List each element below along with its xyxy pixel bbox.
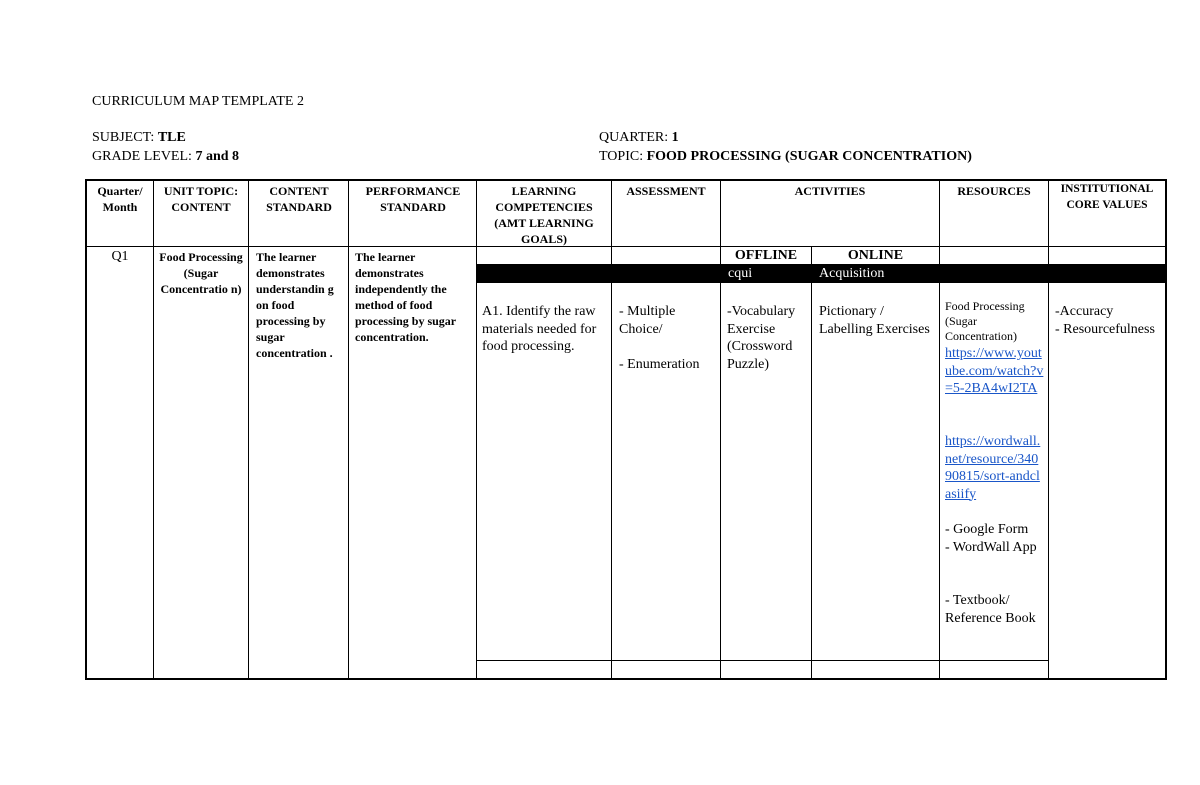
topic-value: FOOD PROCESSING (SUGAR CONCENTRATION): [646, 149, 972, 164]
subrow-divider: [476, 660, 1048, 661]
header-core-values: INSTITUTIONAL CORE VALUES: [1060, 183, 1154, 211]
subject-line: [92, 128, 186, 147]
row-activity-online: Pictionary / Labelling Exercises: [819, 304, 930, 337]
col-divider: [611, 179, 612, 680]
row-activity-offline: -Vocabulary Exercise (Crossword Puzzle): [727, 304, 796, 372]
topic-line: [599, 147, 972, 166]
header-unit-topic: UNIT TOPIC: CONTENT: [163, 184, 239, 214]
col-divider: [476, 179, 477, 680]
resource-link-wordwall[interactable]: [945, 433, 1045, 503]
header-performance-standard: PERFORMANCE STANDARD: [365, 184, 461, 214]
grade-label: GRADE LEVEL:: [92, 149, 196, 164]
col-divider: [1048, 179, 1049, 680]
header-activities: ACTIVITIES: [794, 184, 866, 198]
quarter-line: [599, 128, 679, 147]
grade-line: [92, 147, 239, 166]
grade-value: 7 and 8: [195, 149, 240, 164]
subject-label: SUBJECT:: [92, 130, 158, 145]
quarter-label: QUARTER:: [599, 130, 672, 145]
bar-online-text: Acquisition: [819, 266, 885, 281]
quarter-value: 1: [671, 130, 679, 145]
row-resource-item-2: - WordWall App: [945, 540, 1037, 555]
row-resource-item-1: - Google Form: [945, 522, 1029, 537]
row-core-value-1: -Accuracy: [1055, 304, 1114, 319]
header-quarter: Quarter/ Month: [97, 184, 143, 214]
col-divider: [348, 179, 349, 680]
row-core-value-2: - Resourcefulness: [1055, 322, 1155, 337]
row-learning-competency: A1. Identify the raw materials needed for food processing.: [482, 304, 597, 354]
row-assessment-2: - Enumeration: [619, 357, 700, 372]
subject-value: TLE: [157, 130, 186, 145]
resource-link-youtube[interactable]: [945, 345, 1045, 398]
subheader-online: ONLINE: [847, 248, 904, 263]
table-border-right: [1165, 179, 1167, 680]
col-divider: [248, 179, 249, 680]
row-resource-title: Food Processing (Sugar Concentration): [945, 299, 1025, 343]
row-performance-standard: The learner demonstrates independently the method of food processing by sugar concentration.: [355, 250, 456, 344]
resource-link-youtube-text[interactable]: https://www.youtube.com/watch?v=5-2BA4wI2TA: [945, 346, 1044, 396]
bar-offline-text: cqui: [728, 266, 753, 281]
row-unit-topic: Food Processing (Sugar Concentratio n): [159, 250, 243, 296]
row-content-standard: The learner demonstrates understandin g on food processing by sugar concentration .: [256, 250, 334, 360]
col-divider: [811, 247, 812, 680]
topic-label: TOPIC:: [599, 149, 647, 164]
resource-link-wordwall-text[interactable]: https://wordwall.net/resource/34090815/sort-andclasiify: [945, 434, 1041, 502]
header-content-standard: CONTENT STANDARD: [266, 184, 332, 214]
subheader-offline: OFFLINE: [734, 248, 798, 263]
header-assessment: ASSESSMENT: [626, 184, 706, 198]
row-resource-item-3: - Textbook/ Reference Book: [945, 593, 1036, 626]
header-resources: RESOURCES: [957, 184, 1031, 198]
row-assessment-1: - Multiple Choice/: [619, 304, 676, 337]
header-learning-competencies: LEARNING COMPETENCIES (AMT LEARNING GOALS): [494, 184, 594, 246]
row-quarter: Q1: [111, 249, 129, 264]
col-divider: [153, 179, 154, 680]
col-divider: [939, 179, 940, 680]
document-title: CURRICULUM MAP TEMPLATE 2: [92, 94, 304, 109]
